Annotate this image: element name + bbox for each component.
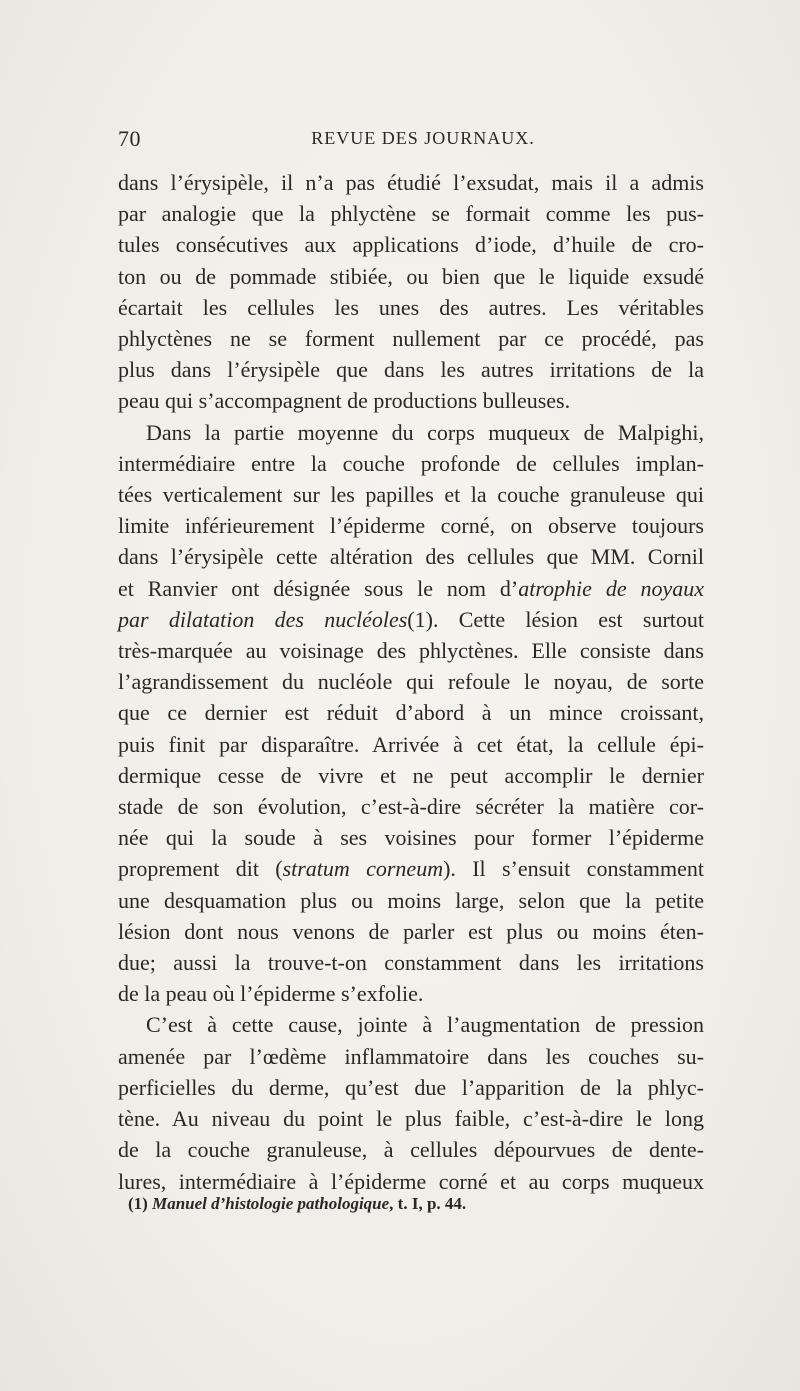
paragraph-3 [118,1009,704,1196]
text-line: écartait les cellules les unes des autres. Les véritables [118,294,704,320]
text-line: Dans la partie moyenne du corps muqueux de Malpighi, [146,419,704,445]
paragraph-1 [118,167,704,417]
text-segment: ). Il s’ensuit constamment [443,856,704,882]
text-line: peau qui s’accompagnent de productions bulleuses. [118,388,571,414]
text-line: de la peau où l’épiderme s’exfolie. [118,981,424,1007]
text-line: dermique cesse de vivre et ne peut accomplir le dernier [118,762,704,788]
text-line-with-italic [118,573,704,604]
text-line: due; aussi la trouve-t-on constamment dans les irritations [118,950,704,976]
text-line: plus dans l’érysipèle que dans les autres irritations de la [118,357,704,383]
text-line-with-italic [118,853,704,884]
italic-term: atrophie de noyaux [518,575,704,601]
text-line: dans l’érysipèle, il n’a pas étudié l’exsudat, mais il a admis [118,170,704,195]
text-line: tées verticalement sur les papilles et la couche granuleuse qui [118,482,704,508]
text-line: intermédiaire entre la couche profonde de cellules implan- [118,450,704,476]
italic-term: stratum corneum [282,856,444,882]
footnote [128,1194,466,1214]
text-line: dans l’érysipèle cette altération des cellules que MM. Cornil [118,544,704,570]
text-line: très-marquée au voisinage des phlyctènes. Elle consiste dans [118,638,704,664]
text-line: née qui la soude à ses voisines pour former l’épiderme [118,825,704,851]
text-line: par analogie que la phlyctène se formait comme les pus- [118,201,704,227]
text-line: phlyctènes ne se forment nullement par ce procédé, pas [118,326,704,352]
text-line: que ce dernier est réduit d’abord à un mince croissant, [118,700,704,726]
text-line: limite inférieurement l’épiderme corné, on observe toujours [118,513,704,539]
text-line: l’agrandissement du nucléole qui refoule le noyau, de sorte [118,669,704,695]
text-line: tène. Au niveau du point le plus faible, c’est-à-dire le long [118,1106,704,1132]
paragraph-2 [118,417,704,1010]
text-line: tules consécutives aux applications d’iode, d’huile de cro- [118,232,704,258]
text-segment: proprement dit ( [118,856,283,882]
footnote-title: Manuel d’histologie pathologique [152,1194,390,1213]
text-line: stade de son évolution, c’est-à-dire sécréter la matière cor- [118,794,704,820]
running-title: REVUE DES JOURNAUX. [311,128,535,148]
text-segment: et Ranvier ont désignée sous le nom d’ [118,575,519,601]
page-header [118,126,704,156]
italic-term: par dilatation des nucléoles [118,606,408,632]
text-line-with-italic [118,604,704,635]
text-line: puis finit par disparaître. Arrivée à cet état, la cellule épi- [118,731,704,757]
page-number: 70 [118,126,141,151]
text-line: lures, intermédiaire à l’épiderme corné et au corps muqueux [118,1168,704,1194]
text-line: perficielles du derme, qu’est due l’apparition de la phlyc- [118,1074,704,1100]
footnote-marker: (1) [128,1194,148,1213]
body-text [118,167,704,1197]
text-line: ton ou de pommade stibiée, ou bien que le liquide exsudé [118,263,704,289]
footnote-citation: , t. I, p. 44. [389,1194,467,1213]
text-line: de la couche granuleuse, à cellules dépourvues de dente- [118,1137,704,1163]
footnote-reference: (1). Cette lésion est surtout [407,606,704,632]
text-line: lésion dont nous venons de parler est plus ou moins éten- [118,918,704,944]
text-line: amenée par l’œdème inflammatoire dans les couches su- [118,1043,704,1069]
text-line: une desquamation plus ou moins large, selon que la petite [118,887,704,913]
text-line: C’est à cette cause, jointe à l’augmentation de pression [146,1012,704,1038]
